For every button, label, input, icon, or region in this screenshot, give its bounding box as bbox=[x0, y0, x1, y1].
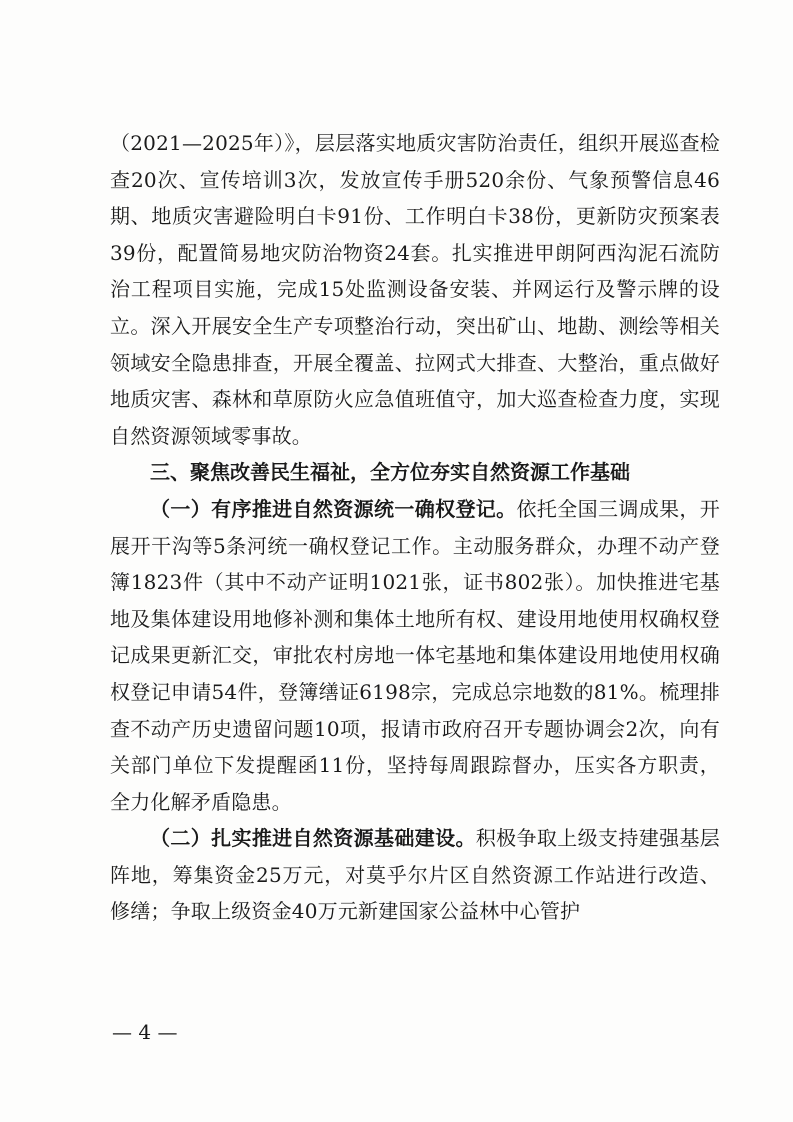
section-heading: 三、聚焦改善民生福祉，全方位夯实自然资源工作基础 bbox=[150, 460, 630, 485]
subsection-1-text: 依托全国三调成果，开展开干沟等5条河统一确权登记工作。主动服务群众，办理不动产登簿1823件（其中不动产证明1021张，证书802张）。加快推进宅基地及集体建设用地修补测和集体土地所有权、建设用地使用权确权登记成果更新汇交，审批农村房地一体宅基地和集体建设用地使用权确权登记申请54件，登簿缮证6198宗，完成总宗地数的81%。梳理排查不动产历史遗留问题10项，报请市政府召开专题协调会2次，向有关部门单位下发提醒函11份，坚持每周跟踪督办，压实各方职责，全力化解矛盾隐患。 bbox=[110, 496, 720, 814]
document-body bbox=[110, 125, 720, 930]
subsection-2-text: 积极争取上级支持建强基层阵地，筹集资金25万元，对莫乎尔片区自然资源工作站进行改造、修缮；争取上级资金40万元新建国家公益林中心管护 bbox=[110, 826, 721, 924]
subsection-2-lead: （二）扎实推进自然资源基础建设。 bbox=[150, 826, 476, 851]
paragraph-registration bbox=[110, 491, 720, 820]
page-number: — 4 — bbox=[112, 1020, 178, 1044]
paragraph-geological-disaster: （2021—2025年）》，层层落实地质灾害防治责任，组织开展巡查检查20次、宣传培训3次，发放宣传手册520余份、气象预警信息46期、地质灾害避险明白卡91份、工作明白卡38份，更新防灾预案表39份，配置简易地灾防治物资24套。扎实推进甲朗阿西沟泥石流防治工程项目实施，完成15处监测设备安装、并网运行及警示牌的设立。深入开展安全生产专项整治行动，突出矿山、地勘、测绘等相关领域安全隐患排查，开展全覆盖、拉网式大排查、大整治，重点做好地质灾害、森林和草原防火应急值班值守，加大巡查检查力度，实现自然资源领域零事故。 bbox=[110, 131, 720, 448]
paragraph-infrastructure bbox=[110, 820, 720, 930]
subsection-1-lead: （一）有序推进自然资源统一确权登记。 bbox=[150, 496, 517, 521]
